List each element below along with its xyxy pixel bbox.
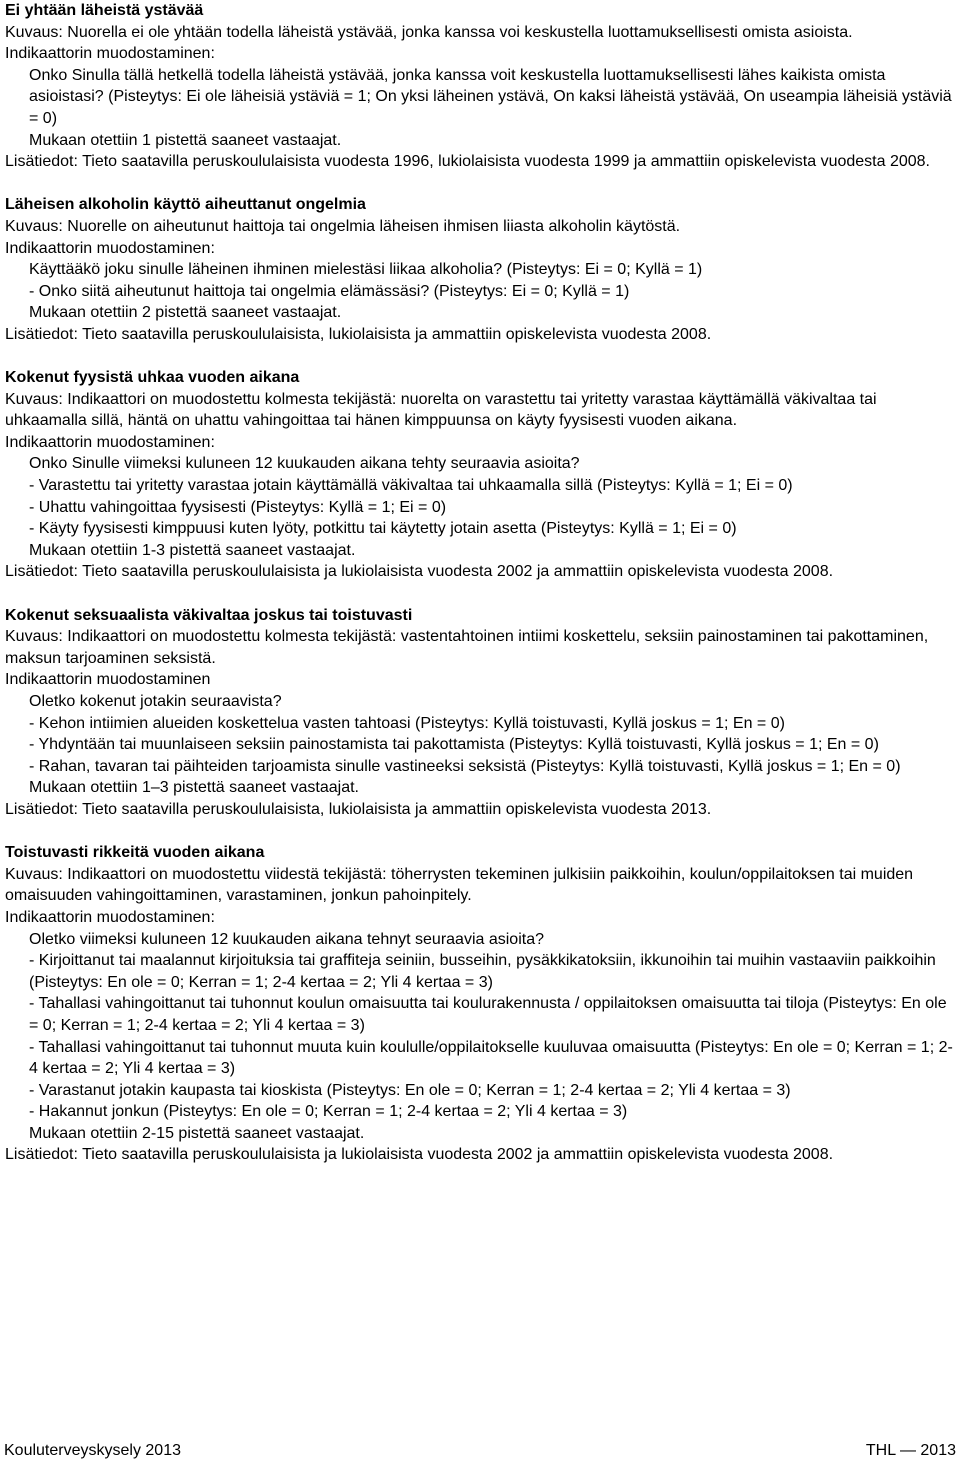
formation-paragraph xyxy=(5,907,957,929)
description-paragraph xyxy=(5,216,957,238)
document-body xyxy=(5,0,957,1188)
question-line: - Tahallasi vahingoittanut tai tuhonnut koulun omaisuutta tai koulurakennusta / oppilaitoksen omaisuutta tai tiloja (Pisteytys: En ole = 0; Kerran = 1; 2-4 kertaa = 2; Yli 4 kertaa = 3) xyxy=(29,995,947,1034)
description-paragraph xyxy=(5,626,957,669)
question-line: Onko Sinulla tällä hetkellä todella läheistä ystävää, jonka kanssa voit keskustella luottamuksellisesti lähes kaikista omista asioistasi? (Pisteytys: Ei ole läheisiä ystäviä = 1; On yksi läheinen ystävä, On kaksi läheistä ystävää, On useampia läheisiä ystäviä = 0) xyxy=(29,66,952,127)
additional-info-paragraph xyxy=(5,151,957,173)
additional-info-text: Tieto saatavilla peruskoululaisista, lukiolaisista ja ammattiin opiskelevista vuodesta 2008. xyxy=(77,325,712,343)
additional-info-paragraph xyxy=(5,799,957,821)
question-line: - Hakannut jonkun (Pisteytys: En ole = 0; Kerran = 1; 2-4 kertaa = 2; Yli 4 kertaa = 3) xyxy=(29,1103,628,1121)
question-line: - Onko siitä aiheutunut haittoja tai ongelmia elämässäsi? (Pisteytys: Ei = 0; Kyllä = 1) xyxy=(29,282,630,300)
question-line: Oletko viimeksi kuluneen 12 kuukauden aikana tehnyt seuraavia asioita? xyxy=(29,930,544,948)
description-paragraph xyxy=(5,22,957,44)
formation-label: Indikaattorin muodostaminen: xyxy=(5,239,215,257)
indicator-section xyxy=(5,367,957,583)
indicator-section xyxy=(5,842,957,1166)
indicator-section xyxy=(5,605,957,821)
additional-info-paragraph xyxy=(5,1144,957,1166)
description-label: Kuvaus: xyxy=(5,23,63,41)
formation-paragraph xyxy=(5,43,957,65)
description-text: Nuorella ei ole yhtään todella läheistä ystävää, jonka kanssa voi keskustella luottamuksellisesti omista asioista. xyxy=(62,23,853,41)
question-line: Käyttääkö joku sinulle läheinen ihminen mielestäsi liikaa alkoholia? (Pisteytys: Ei = 0; Kyllä = 1) xyxy=(29,261,703,279)
footer-publisher: THL — 2013 xyxy=(865,1442,956,1459)
question-line: - Rahan, tavaran tai päihteiden tarjoamista sinulle vastineeksi seksistä (Pisteytys: Kyllä toistuvasti, Kyllä joskus = 1; En = 0) xyxy=(29,757,901,775)
inclusion-line: Mukaan otettiin 1–3 pistettä saaneet vastaajat. xyxy=(29,779,359,797)
section-heading: Kokenut seksuaalista väkivaltaa joskus tai toistuvasti xyxy=(5,606,413,624)
description-label: Kuvaus: xyxy=(5,865,63,883)
indicator-section xyxy=(5,0,957,173)
inclusion-line: Mukaan otettiin 1 pistettä saaneet vastaajat. xyxy=(29,131,342,149)
description-paragraph xyxy=(5,389,957,432)
formation-label: Indikaattorin muodostaminen: xyxy=(5,433,215,451)
section-heading: Läheisen alkoholin käyttö aiheuttanut ongelmia xyxy=(5,196,366,214)
additional-info-text: Tieto saatavilla peruskoululaisista ja lukiolaisista vuodesta 2002 ja ammattiin opiskelevista vuodesta 2008. xyxy=(77,563,834,581)
question-line: - Yhdyntään tai muunlaiseen seksiin painostamista tai pakottamista (Pisteytys: Kyllä toistuvasti, Kyllä joskus = 1; En = 0) xyxy=(29,736,879,754)
formation-label: Indikaattorin muodostaminen: xyxy=(5,908,215,926)
description-label: Kuvaus: xyxy=(5,628,63,646)
question-line: Onko Sinulle viimeksi kuluneen 12 kuukauden aikana tehty seuraavia asioita? xyxy=(29,455,580,473)
description-label: Kuvaus: xyxy=(5,390,63,408)
description-label: Kuvaus: xyxy=(5,217,63,235)
footer-publication: Kouluterveyskysely 2013 xyxy=(4,1442,181,1459)
question-line: - Tahallasi vahingoittanut tai tuhonnut muuta kuin koululle/oppilaitokselle kuuluvaa omaisuutta (Pisteytys: En ole = 0; Kerran = 1; 2-4 kertaa = 2; Yli 4 kertaa = 3) xyxy=(29,1038,953,1078)
inclusion-line: Mukaan otettiin 2-15 pistettä saaneet vastaajat. xyxy=(29,1124,365,1142)
additional-info-label: Lisätiedot: xyxy=(5,1146,78,1164)
formation-paragraph xyxy=(5,669,957,691)
question-line: - Käyty fyysisesti kimppuusi kuten lyöty, potkittu tai käytetty jotain asetta (Pisteytys: Kyllä = 1; Ei = 0) xyxy=(29,520,737,538)
additional-info-label: Lisätiedot: xyxy=(5,800,78,818)
additional-info-text: Tieto saatavilla peruskoululaisista ja lukiolaisista vuodesta 2002 ja ammattiin opiskelevista vuodesta 2008. xyxy=(77,1146,834,1164)
section-heading: Kokenut fyysistä uhkaa vuoden aikana xyxy=(5,369,300,387)
question-line: - Uhattu vahingoittaa fyysisesti (Pisteytys: Kyllä = 1; Ei = 0) xyxy=(29,498,447,516)
question-line: - Varastanut jotakin kaupasta tai kioskista (Pisteytys: En ole = 0; Kerran = 1; 2-4 kertaa = 2; Yli 4 kertaa = 3) xyxy=(29,1081,791,1099)
formation-paragraph xyxy=(5,238,957,260)
additional-info-label: Lisätiedot: xyxy=(5,325,78,343)
additional-info-text: Tieto saatavilla peruskoululaisista, lukiolaisista ja ammattiin opiskelevista vuodesta 2013. xyxy=(77,800,712,818)
description-text: Indikaattori on muodostettu viidestä tekijästä: töherrysten tekeminen julkisiin paikkoihin, koulun/oppilaitoksen tai muiden omaisuuden vahingoittaminen, varastaminen, jonkun pahoinpitely. xyxy=(5,865,914,905)
additional-info-label: Lisätiedot: xyxy=(5,153,78,171)
section-heading: Ei yhtään läheistä ystävää xyxy=(5,2,204,19)
additional-info-paragraph xyxy=(5,561,957,583)
additional-info-paragraph xyxy=(5,324,957,346)
description-text: Indikaattori on muodostettu kolmesta tekijästä: vastentahtoinen intiimi koskettelu, seksiin painostaminen tai pakottaminen, maksun tarjoaminen seksistä. xyxy=(5,628,929,667)
formation-paragraph xyxy=(5,432,957,454)
description-text: Indikaattori on muodostettu kolmesta tekijästä: nuorelta on varastettu tai yritetty varastaa käyttämällä väkivaltaa tai uhkaamalla sillä, häntä on uhattu vahingoittaa tai hänen kimppuunsa on käyty fyysisesti vuoden aikana. xyxy=(5,390,877,430)
inclusion-line: Mukaan otettiin 2 pistettä saaneet vastaajat. xyxy=(29,304,342,322)
section-heading: Toistuvasti rikkeitä vuoden aikana xyxy=(5,844,265,862)
additional-info-label: Lisätiedot: xyxy=(5,563,78,581)
additional-info-text: Tieto saatavilla peruskoululaisista vuodesta 1996, lukiolaisista vuodesta 1999 ja ammattiin opiskelevista vuodesta 2008. xyxy=(77,153,930,171)
question-line: - Kehon intiimien alueiden koskettelua vasten tahtoasi (Pisteytys: Kyllä toistuvasti, Kyllä joskus = 1; En = 0) xyxy=(29,714,785,732)
formation-label: Indikaattorin muodostaminen: xyxy=(5,45,215,63)
indicator-section xyxy=(5,194,957,345)
question-line: - Varastettu tai yritetty varastaa jotain käyttämällä väkivaltaa tai uhkaamalla sillä (Pisteytys: Kyllä = 1; Ei = 0) xyxy=(29,477,793,495)
question-line: Oletko kokenut jotakin seuraavista? xyxy=(29,693,282,710)
formation-label: Indikaattorin muodostaminen xyxy=(5,671,211,689)
question-line: - Kirjoittanut tai maalannut kirjoituksia tai graffiteja seiniin, busseihin, pysäkkikatoksiin, ikkunoihin tai muihin vastaaviin paikkoihin (Pisteytys: En ole = 0; Kerran = 1; 2-4 kertaa = 2; Yli 4 kertaa = 3) xyxy=(29,952,936,991)
description-text: Nuorelle on aiheutunut haittoja tai ongelmia läheisen ihmisen liiasta alkoholin käytöstä. xyxy=(62,217,681,235)
description-paragraph xyxy=(5,864,957,907)
inclusion-line: Mukaan otettiin 1-3 pistettä saaneet vastaajat. xyxy=(29,541,356,559)
